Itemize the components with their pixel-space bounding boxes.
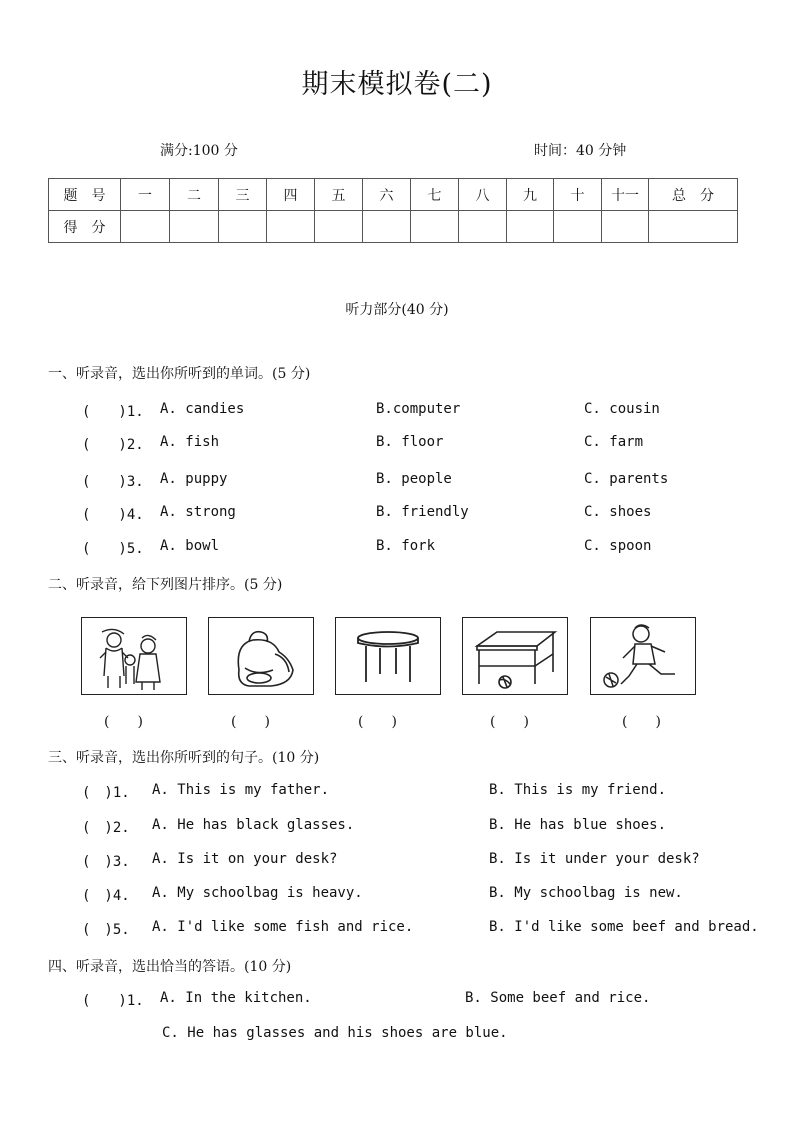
score-cell-blank[interactable] (170, 211, 219, 243)
score-cell-header: 九 (507, 179, 554, 211)
score-cell-header: 六 (363, 179, 411, 211)
part3-item-number: ( )2. (82, 820, 130, 836)
part1-item-number: ( )5. (82, 541, 144, 557)
part4-option-b: B. Some beef and rice. (465, 990, 651, 1006)
part3-option-a: A. I'd like some fish and rice. (152, 919, 414, 935)
part3-option-b: B. He has blue shoes. (489, 817, 667, 833)
part1-option-a: A. puppy (160, 471, 228, 487)
page-title: 期末模拟卷(二) (301, 69, 493, 100)
desk-with-ball-illustration (463, 618, 567, 694)
score-table-header-row (49, 179, 738, 211)
part4-option-a: A. In the kitchen. (160, 990, 312, 1006)
part3-option-b: B. My schoolbag is new. (489, 885, 683, 901)
score-cell-blank[interactable] (507, 211, 554, 243)
part1-option-b: B. friendly (376, 504, 469, 520)
full-score: 满分:100 分 (160, 143, 238, 159)
score-cell-total: 总 分 (649, 179, 738, 211)
part1-option-a: A. fish (160, 434, 220, 450)
part3-option-a: A. He has black glasses. (152, 817, 355, 833)
part1-item-number: ( )1. (82, 404, 144, 420)
part1-heading: 一、听录音，选出你所听到的单词。(5 分) (48, 366, 311, 382)
score-cell-header: 十 (554, 179, 602, 211)
picture-order-blank[interactable]: ( ) (358, 714, 397, 730)
score-cell-blank[interactable] (315, 211, 363, 243)
round-table-picture (335, 617, 441, 695)
part1-option-b: B. floor (376, 434, 444, 450)
part1-item-number: ( )4. (82, 507, 144, 523)
part1-option-c: C. spoon (584, 538, 652, 554)
time-limit: 时间：40 分钟 (534, 143, 627, 159)
schoolbag-illustration (209, 618, 313, 694)
score-cell-header: 三 (219, 179, 267, 211)
desk-with-ball-picture (462, 617, 568, 695)
picture-order-blank[interactable]: ( ) (490, 714, 529, 730)
part3-option-b: B. I'd like some beef and bread. (489, 919, 759, 935)
score-cell-blank[interactable] (649, 211, 738, 243)
score-cell-header: 一 (121, 179, 170, 211)
score-cell-blank[interactable] (602, 211, 649, 243)
part1-option-b: B. fork (376, 538, 436, 554)
boy-kicking-ball-picture (590, 617, 696, 695)
part3-item-number: ( )4. (82, 888, 130, 904)
schoolbag-picture (208, 617, 314, 695)
part1-option-c: C. shoes (584, 504, 652, 520)
part3-option-a: A. My schoolbag is heavy. (152, 885, 363, 901)
score-cell-header: 七 (411, 179, 459, 211)
part3-option-b: B. Is it under your desk? (489, 851, 700, 867)
part4-item-number: ( )1. (82, 993, 144, 1009)
family-picture (81, 617, 187, 695)
round-table-illustration (336, 618, 440, 694)
score-cell-blank[interactable] (363, 211, 411, 243)
score-cell-header: 二 (170, 179, 219, 211)
part1-option-b: B.computer (376, 401, 461, 417)
score-cell-header: 十一 (602, 179, 649, 211)
listening-section-label: 听力部分(40 分) (345, 302, 449, 318)
part1-option-a: A. bowl (160, 538, 220, 554)
part3-item-number: ( )3. (82, 854, 130, 870)
score-cell-blank[interactable] (121, 211, 170, 243)
score-cell-blank[interactable] (267, 211, 315, 243)
part1-item-number: ( )3. (82, 474, 144, 490)
part1-option-a: A. strong (160, 504, 236, 520)
picture-order-blank[interactable]: ( ) (104, 714, 143, 730)
part3-option-a: A. Is it on your desk? (152, 851, 338, 867)
part3-option-a: A. This is my father. (152, 782, 330, 798)
score-cell-header: 五 (315, 179, 363, 211)
score-cell-blank[interactable] (219, 211, 267, 243)
score-cell-header: 四 (267, 179, 315, 211)
part2-heading: 二、听录音，给下列图片排序。(5 分) (48, 577, 283, 593)
part3-option-b: B. This is my friend. (489, 782, 667, 798)
score-row-label: 得 分 (49, 211, 121, 243)
picture-order-blank[interactable]: ( ) (231, 714, 270, 730)
part1-option-c: C. cousin (584, 401, 660, 417)
score-cell-blank[interactable] (554, 211, 602, 243)
score-cell-label: 题 号 (49, 179, 121, 211)
part1-option-a: A. candies (160, 401, 245, 417)
part3-heading: 三、听录音，选出你所听到的句子。(10 分) (48, 750, 320, 766)
score-table-score-row (49, 211, 738, 243)
score-table (48, 178, 738, 243)
part1-option-c: C. parents (584, 471, 669, 487)
part1-item-number: ( )2. (82, 437, 144, 453)
part3-item-number: ( )1. (82, 785, 130, 801)
score-cell-header: 八 (459, 179, 507, 211)
picture-order-blank[interactable]: ( ) (622, 714, 661, 730)
score-cell-blank[interactable] (459, 211, 507, 243)
part3-item-number: ( )5. (82, 922, 130, 938)
part1-option-c: C. farm (584, 434, 644, 450)
family-illustration (82, 618, 186, 694)
part1-option-b: B. people (376, 471, 452, 487)
part4-option-c: C. He has glasses and his shoes are blue. (162, 1025, 508, 1041)
score-cell-blank[interactable] (411, 211, 459, 243)
boy-kicking-ball-illustration (591, 618, 695, 694)
part4-heading: 四、听录音，选出恰当的答语。(10 分) (48, 959, 292, 975)
